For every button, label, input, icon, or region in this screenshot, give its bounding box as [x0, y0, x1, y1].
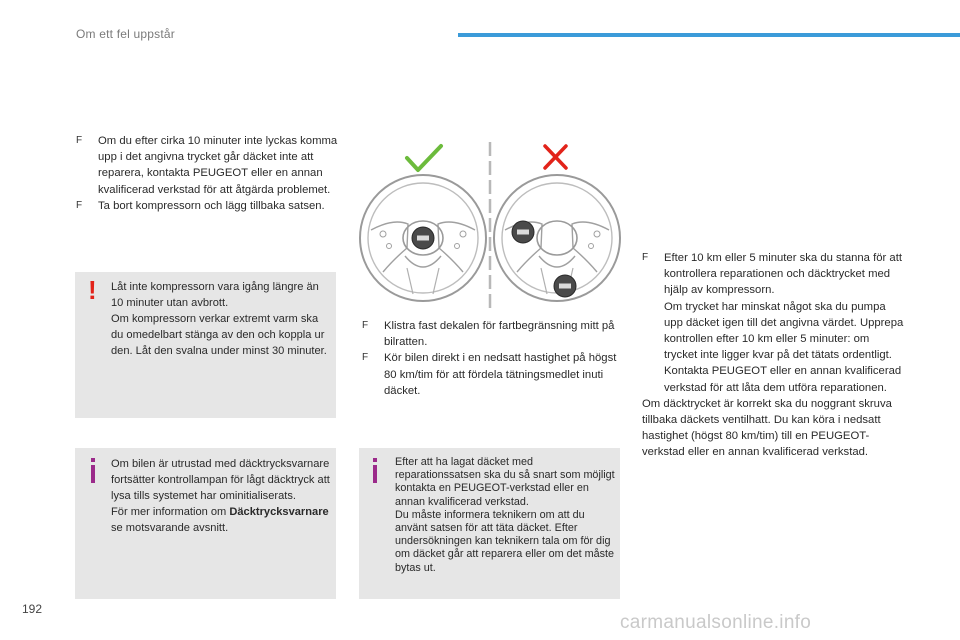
left-bullet-list — [76, 133, 340, 214]
info-box-left — [75, 448, 336, 599]
info-text-middle — [395, 456, 617, 575]
list-item — [76, 198, 340, 214]
info-line-1: Om bilen är utrustad med däcktrycksvarnare fortsätter kontrollampan för lågt däcktryck att lysa tills systemet har ominitialiserats. — [111, 458, 330, 503]
bullet-continuation: Om trycket har minskat något ska du pumpa upp däcket igen till det angivna värdet. Upprepa kontrollen efter 10 km eller 5 minuter: om trycket inte ligger kvar på det tätats ordentligt. Kontakta PEUGEOT eller en annan kvalificerad verkstad för att låta dem utföra reparationen. — [664, 300, 904, 394]
info-line-2-pre: För mer information om — [111, 506, 230, 519]
list-item — [76, 133, 340, 198]
check-icon — [407, 146, 441, 170]
bullet-text: Klistra fast dekalen för fartbegränsning mitt på bilratten. — [384, 320, 615, 349]
cross-icon — [545, 146, 566, 168]
info-icon — [372, 458, 376, 482]
info-line-2 — [111, 504, 333, 536]
info-line-1: Efter att ha lagat däcket med reparationssatsen ska du så snart som möjligt kontakta en PEUGEOT-verkstad eller en annan kvalificerad verkstad. — [395, 456, 615, 508]
exclamation-icon: ! — [88, 275, 97, 305]
steering-wheel-right — [494, 175, 620, 301]
bullet-marker: F — [642, 252, 649, 263]
info-line-2-bold: Däcktrycksvarnare — [229, 506, 329, 519]
bullet-text: Efter 10 km eller 5 minuter ska du stanna för att kontrollera reparationen och däcktrycket med hjälp av kompressorn. — [664, 252, 902, 297]
bullet-text: Kör bilen direkt i en nedsatt hastighet på högst 80 km/tim för att fördela tätningsmedlet inuti däcket. — [384, 352, 617, 397]
warning-text — [111, 279, 329, 359]
list-item — [362, 350, 622, 399]
info-icon — [90, 458, 94, 482]
watermark: carmanualsonline.info — [620, 612, 812, 633]
info-line-2: Du måste informera teknikern om att du använt satsen för att täta däcket. Efter undersökningen kan teknikern tala om för dig om däcket går att reparera eller om det måste bytas ut. — [395, 508, 615, 574]
section-title: Om ett fel uppstår — [76, 27, 175, 41]
list-item — [642, 250, 904, 396]
steering-wheel-illustration — [355, 140, 625, 315]
bullet-marker: F — [362, 320, 369, 331]
list-item — [362, 318, 622, 350]
bullet-text: Ta bort kompressorn och lägg tillbaka satsen. — [98, 199, 325, 212]
info-text-left — [111, 456, 333, 536]
bullet-text: Om du efter cirka 10 minuter inte lyckas komma upp i det angivna trycket går däcket inte att reparera, kontakta PEUGEOT eller en annan kvalificerad verkstad för att åtgärda problemet. — [98, 135, 338, 196]
bullet-marker: F — [76, 199, 83, 211]
page-number: 192 — [22, 602, 43, 616]
closing-paragraph: Om däcktrycket är korrekt ska du noggrant skruva tillbaka däckets ventilhatt. Du kan köra i nedsatt hastighet (högst 80 km/tim) till en PEUGEOT-verkstad eller en annan kvalificerad verkstad. — [642, 397, 892, 459]
warning-box — [75, 272, 336, 418]
middle-bullet-list — [362, 318, 622, 399]
warning-line-2: Om kompressorn verkar extremt varm ska du omedelbart stänga av den och koppla ur den. Låt den svalna under minst 30 minuter. — [111, 313, 327, 358]
header-accent-bar — [458, 33, 960, 37]
right-column — [642, 250, 904, 461]
info-box-middle — [359, 448, 620, 599]
info-line-2-post: se motsvarande avsnitt. — [111, 522, 229, 535]
warning-line-1: Låt inte kompressorn vara igång längre än 10 minuter utan avbrott. — [111, 281, 319, 310]
bullet-marker: F — [362, 352, 369, 364]
steering-wheel-left — [360, 175, 486, 301]
bullet-marker: F — [76, 135, 83, 146]
